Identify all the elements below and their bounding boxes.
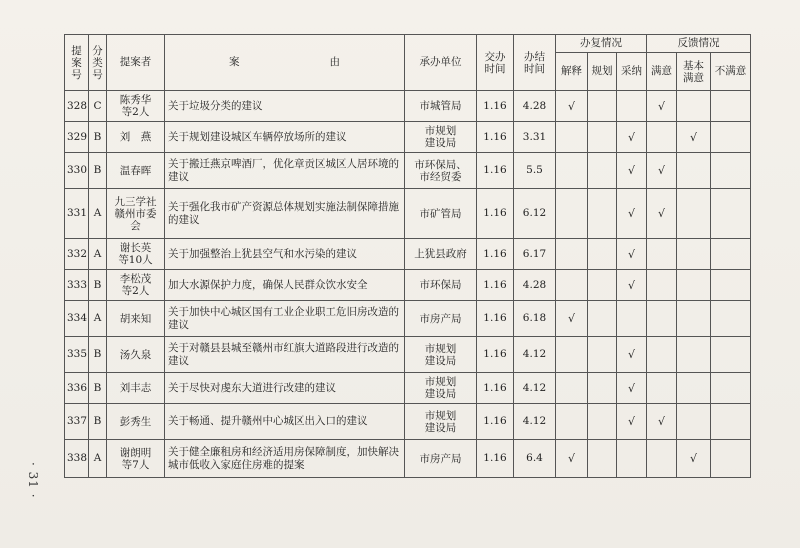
page-number: · 31 · <box>26 462 40 499</box>
proposal-no-cell: 330 <box>65 153 89 189</box>
reason-cell: 关于规划建设城区车辆停放场所的建议 <box>165 122 405 153</box>
table-row <box>65 373 751 404</box>
finish-time-cell: 4.12 <box>514 404 556 440</box>
explain-check <box>556 373 588 404</box>
category-cell: B <box>89 373 107 404</box>
category-cell: B <box>89 270 107 301</box>
basic-satisfied-check <box>677 270 711 301</box>
plan-check <box>588 301 617 337</box>
proposal-no-cell: 332 <box>65 239 89 270</box>
proposer-cell: 谢长英 等10人 <box>107 239 165 270</box>
satisfied-check <box>647 440 677 478</box>
adopt-check: √ <box>617 337 647 373</box>
assign-time-cell: 1.16 <box>477 404 514 440</box>
satisfied-check <box>647 373 677 404</box>
proposer-cell: 陈秀华 等2人 <box>107 91 165 122</box>
header-reply-group: 办复情况 <box>556 35 647 53</box>
assign-time-cell: 1.16 <box>477 91 514 122</box>
proposal-no-cell: 336 <box>65 373 89 404</box>
plan-check <box>588 153 617 189</box>
header-proposer: 提案者 <box>107 35 165 91</box>
basic-satisfied-check <box>677 189 711 239</box>
plan-check <box>588 404 617 440</box>
unit-cell: 市城管局 <box>405 91 477 122</box>
basic-satisfied-check <box>677 404 711 440</box>
basic-satisfied-check <box>677 373 711 404</box>
unsatisfied-check <box>711 91 751 122</box>
proposal-no-cell: 331 <box>65 189 89 239</box>
adopt-check <box>617 301 647 337</box>
unsatisfied-check <box>711 404 751 440</box>
satisfied-check: √ <box>647 91 677 122</box>
proposer-cell: 胡来知 <box>107 301 165 337</box>
proposal-no-cell: 328 <box>65 91 89 122</box>
unsatisfied-check <box>711 153 751 189</box>
reason-cell: 关于对赣县县城至赣州市红旗大道路段进行改造的建议 <box>165 337 405 373</box>
table-row <box>65 404 751 440</box>
explain-check: √ <box>556 301 588 337</box>
unit-cell: 上犹县政府 <box>405 239 477 270</box>
assign-time-cell: 1.16 <box>477 189 514 239</box>
basic-satisfied-check <box>677 239 711 270</box>
unsatisfied-check <box>711 440 751 478</box>
header-category: 分 类 号 <box>89 35 107 91</box>
unit-cell: 市规划 建设局 <box>405 337 477 373</box>
table-row <box>65 337 751 373</box>
basic-satisfied-check <box>677 301 711 337</box>
adopt-check: √ <box>617 153 647 189</box>
header-assign-time: 交办 时间 <box>477 35 514 91</box>
proposer-cell: 九三学社 赣州市委 会 <box>107 189 165 239</box>
assign-time-cell: 1.16 <box>477 153 514 189</box>
satisfied-check: √ <box>647 153 677 189</box>
satisfied-check <box>647 239 677 270</box>
finish-time-cell: 4.28 <box>514 91 556 122</box>
unit-cell: 市环保局、 市经贸委 <box>405 153 477 189</box>
table-row <box>65 301 751 337</box>
basic-satisfied-check: √ <box>677 440 711 478</box>
assign-time-cell: 1.16 <box>477 440 514 478</box>
plan-check <box>588 373 617 404</box>
category-cell: C <box>89 91 107 122</box>
unit-cell: 市房产局 <box>405 440 477 478</box>
reason-cell: 关于搬迁燕京啤酒厂，优化章贡区城区人居环境的建议 <box>165 153 405 189</box>
finish-time-cell: 6.17 <box>514 239 556 270</box>
finish-time-cell: 6.18 <box>514 301 556 337</box>
explain-check <box>556 153 588 189</box>
explain-check <box>556 270 588 301</box>
unsatisfied-check <box>711 189 751 239</box>
unit-cell: 市房产局 <box>405 301 477 337</box>
proposer-cell: 刘丰志 <box>107 373 165 404</box>
proposer-cell: 刘 燕 <box>107 122 165 153</box>
unsatisfied-check <box>711 270 751 301</box>
satisfied-check <box>647 270 677 301</box>
finish-time-cell: 6.12 <box>514 189 556 239</box>
proposer-cell: 汤久泉 <box>107 337 165 373</box>
unit-cell: 市环保局 <box>405 270 477 301</box>
explain-check: √ <box>556 91 588 122</box>
category-cell: A <box>89 440 107 478</box>
proposal-no-cell: 333 <box>65 270 89 301</box>
explain-check <box>556 239 588 270</box>
finish-time-cell: 5.5 <box>514 153 556 189</box>
category-cell: A <box>89 301 107 337</box>
proposer-cell: 温春晖 <box>107 153 165 189</box>
satisfied-check <box>647 122 677 153</box>
plan-check <box>588 122 617 153</box>
satisfied-check: √ <box>647 404 677 440</box>
basic-satisfied-check <box>677 153 711 189</box>
unit-cell: 市矿管局 <box>405 189 477 239</box>
explain-check <box>556 337 588 373</box>
header-feedback-group: 反馈情况 <box>647 35 751 53</box>
unsatisfied-check <box>711 337 751 373</box>
unsatisfied-check <box>711 239 751 270</box>
table-row <box>65 122 751 153</box>
adopt-check: √ <box>617 239 647 270</box>
reason-cell: 关于强化我市矿产资源总体规划实施法制保障措施的建议 <box>165 189 405 239</box>
adopt-check <box>617 440 647 478</box>
plan-check <box>588 239 617 270</box>
header-plan: 规划 <box>588 53 617 91</box>
adopt-check <box>617 91 647 122</box>
header-proposal-no: 提 案 号 <box>65 35 89 91</box>
adopt-check: √ <box>617 270 647 301</box>
unit-cell: 市规划 建设局 <box>405 122 477 153</box>
explain-check: √ <box>556 440 588 478</box>
assign-time-cell: 1.16 <box>477 337 514 373</box>
assign-time-cell: 1.16 <box>477 122 514 153</box>
assign-time-cell: 1.16 <box>477 270 514 301</box>
category-cell: A <box>89 189 107 239</box>
table-row <box>65 153 751 189</box>
proposal-no-cell: 337 <box>65 404 89 440</box>
satisfied-check <box>647 337 677 373</box>
plan-check <box>588 440 617 478</box>
table-row <box>65 270 751 301</box>
header-reason: 案 由 <box>165 35 405 91</box>
explain-check <box>556 404 588 440</box>
proposal-no-cell: 334 <box>65 301 89 337</box>
basic-satisfied-check: √ <box>677 122 711 153</box>
header-explain: 解释 <box>556 53 588 91</box>
header-unsatisfied: 不满意 <box>711 53 751 91</box>
header-adopt: 采纳 <box>617 53 647 91</box>
finish-time-cell: 3.31 <box>514 122 556 153</box>
proposal-no-cell: 329 <box>65 122 89 153</box>
unsatisfied-check <box>711 122 751 153</box>
reason-cell: 关于垃圾分类的建议 <box>165 91 405 122</box>
adopt-check: √ <box>617 404 647 440</box>
table-row <box>65 91 751 122</box>
adopt-check: √ <box>617 373 647 404</box>
header-basic-satisfied: 基本 满意 <box>677 53 711 91</box>
unit-cell: 市规划 建设局 <box>405 373 477 404</box>
plan-check <box>588 189 617 239</box>
reason-cell: 关于尽快对虔东大道进行改建的建议 <box>165 373 405 404</box>
explain-check <box>556 122 588 153</box>
adopt-check: √ <box>617 189 647 239</box>
reason-cell: 关于加快中心城区国有工业企业职工危旧房改造的建议 <box>165 301 405 337</box>
header-satisfied: 满意 <box>647 53 677 91</box>
plan-check <box>588 91 617 122</box>
basic-satisfied-check <box>677 337 711 373</box>
explain-check <box>556 189 588 239</box>
finish-time-cell: 4.12 <box>514 337 556 373</box>
satisfied-check <box>647 301 677 337</box>
category-cell: B <box>89 122 107 153</box>
plan-check <box>588 270 617 301</box>
reason-cell: 关于畅通、提升赣州中心城区出入口的建议 <box>165 404 405 440</box>
table-row <box>65 239 751 270</box>
reason-cell: 关于健全廉租房和经济适用房保障制度，加快解决城市低收入家庭住房难的提案 <box>165 440 405 478</box>
proposal-table <box>64 34 751 478</box>
category-cell: B <box>89 404 107 440</box>
proposer-cell: 彭秀生 <box>107 404 165 440</box>
plan-check <box>588 337 617 373</box>
unsatisfied-check <box>711 301 751 337</box>
header-unit: 承办单位 <box>405 35 477 91</box>
assign-time-cell: 1.16 <box>477 301 514 337</box>
table-row <box>65 189 751 239</box>
unsatisfied-check <box>711 373 751 404</box>
adopt-check: √ <box>617 122 647 153</box>
finish-time-cell: 4.28 <box>514 270 556 301</box>
category-cell: B <box>89 153 107 189</box>
category-cell: B <box>89 337 107 373</box>
assign-time-cell: 1.16 <box>477 373 514 404</box>
assign-time-cell: 1.16 <box>477 239 514 270</box>
finish-time-cell: 6.4 <box>514 440 556 478</box>
reason-cell: 关于加强整治上犹县空气和水污染的建议 <box>165 239 405 270</box>
proposal-no-cell: 338 <box>65 440 89 478</box>
proposer-cell: 谢朗明 等7人 <box>107 440 165 478</box>
table-row <box>65 440 751 478</box>
proposer-cell: 李松茂 等2人 <box>107 270 165 301</box>
proposal-no-cell: 335 <box>65 337 89 373</box>
finish-time-cell: 4.12 <box>514 373 556 404</box>
reason-cell: 加大水源保护力度，确保人民群众饮水安全 <box>165 270 405 301</box>
category-cell: A <box>89 239 107 270</box>
satisfied-check: √ <box>647 189 677 239</box>
basic-satisfied-check <box>677 91 711 122</box>
unit-cell: 市规划 建设局 <box>405 404 477 440</box>
header-finish-time: 办结 时间 <box>514 35 556 91</box>
